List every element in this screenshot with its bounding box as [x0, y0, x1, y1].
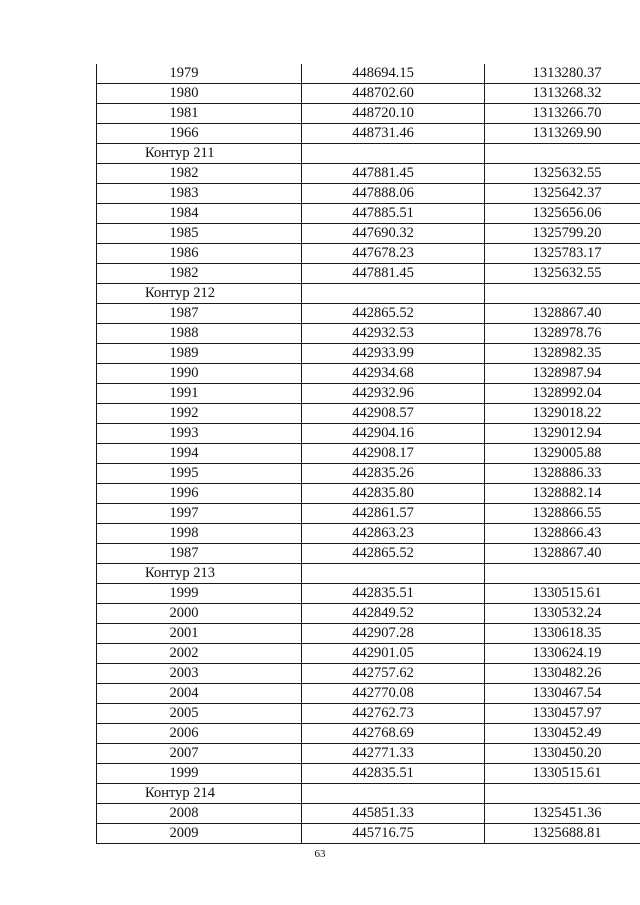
y-coordinate-cell: 1313269.90	[485, 124, 640, 144]
table-row	[97, 604, 640, 624]
point-number-cell: 1996	[97, 484, 302, 504]
point-number-cell: 2006	[97, 724, 302, 744]
point-number-cell: 1998	[97, 524, 302, 544]
table-row	[97, 484, 640, 504]
x-coordinate-cell: 448694.15	[302, 64, 485, 84]
x-coordinate-cell: 447881.45	[302, 164, 485, 184]
y-coordinate-cell: 1325642.37	[485, 184, 640, 204]
point-number-cell: 2008	[97, 804, 302, 824]
table-row	[97, 384, 640, 404]
contour-header-row	[97, 144, 640, 164]
x-coordinate-cell	[302, 564, 485, 584]
table-row	[97, 364, 640, 384]
point-number-cell: 1988	[97, 324, 302, 344]
x-coordinate-cell: 442771.33	[302, 744, 485, 764]
y-coordinate-cell: 1325799.20	[485, 224, 640, 244]
point-number-cell: 1991	[97, 384, 302, 404]
table-row	[97, 624, 640, 644]
y-coordinate-cell: 1328867.40	[485, 304, 640, 324]
y-coordinate-cell: 1330515.61	[485, 764, 640, 784]
y-coordinate-cell: 1328982.35	[485, 344, 640, 364]
table-row	[97, 644, 640, 664]
point-number-cell: 1987	[97, 544, 302, 564]
y-coordinate-cell	[485, 784, 640, 804]
point-number-cell: 1980	[97, 84, 302, 104]
table-row	[97, 224, 640, 244]
contour-header-row	[97, 784, 640, 804]
y-coordinate-cell: 1330457.97	[485, 704, 640, 724]
y-coordinate-cell: 1325688.81	[485, 824, 640, 844]
y-coordinate-cell: 1330532.24	[485, 604, 640, 624]
contour-label-cell: Контур 214	[97, 784, 302, 804]
point-number-cell: 2003	[97, 664, 302, 684]
x-coordinate-cell: 447678.23	[302, 244, 485, 264]
table-row	[97, 804, 640, 824]
point-number-cell: 1993	[97, 424, 302, 444]
y-coordinate-cell: 1330624.19	[485, 644, 640, 664]
x-coordinate-cell: 442932.53	[302, 324, 485, 344]
x-coordinate-cell: 442863.23	[302, 524, 485, 544]
x-coordinate-cell: 442904.16	[302, 424, 485, 444]
x-coordinate-cell: 442835.26	[302, 464, 485, 484]
coordinates-table	[96, 64, 640, 844]
x-coordinate-cell: 442932.96	[302, 384, 485, 404]
table-row	[97, 324, 640, 344]
table-row	[97, 544, 640, 564]
point-number-cell: 1995	[97, 464, 302, 484]
x-coordinate-cell: 447885.51	[302, 204, 485, 224]
point-number-cell: 1983	[97, 184, 302, 204]
point-number-cell: 1994	[97, 444, 302, 464]
table-row	[97, 124, 640, 144]
y-coordinate-cell: 1313266.70	[485, 104, 640, 124]
point-number-cell: 2007	[97, 744, 302, 764]
y-coordinate-cell	[485, 564, 640, 584]
table-row	[97, 824, 640, 844]
y-coordinate-cell: 1328992.04	[485, 384, 640, 404]
y-coordinate-cell: 1330467.54	[485, 684, 640, 704]
table-row	[97, 664, 640, 684]
y-coordinate-cell: 1328866.55	[485, 504, 640, 524]
x-coordinate-cell: 442835.51	[302, 584, 485, 604]
table-row	[97, 244, 640, 264]
table-row	[97, 444, 640, 464]
contour-header-row	[97, 564, 640, 584]
y-coordinate-cell: 1330618.35	[485, 624, 640, 644]
x-coordinate-cell: 442901.05	[302, 644, 485, 664]
y-coordinate-cell: 1329005.88	[485, 444, 640, 464]
point-number-cell: 1997	[97, 504, 302, 524]
coordinates-table-body	[97, 64, 640, 844]
table-row	[97, 164, 640, 184]
table-row	[97, 764, 640, 784]
y-coordinate-cell: 1330452.49	[485, 724, 640, 744]
point-number-cell: 1979	[97, 64, 302, 84]
x-coordinate-cell: 442933.99	[302, 344, 485, 364]
y-coordinate-cell: 1329012.94	[485, 424, 640, 444]
x-coordinate-cell: 442861.57	[302, 504, 485, 524]
y-coordinate-cell: 1328867.40	[485, 544, 640, 564]
contour-header-row	[97, 284, 640, 304]
point-number-cell: 1989	[97, 344, 302, 364]
y-coordinate-cell: 1328882.14	[485, 484, 640, 504]
point-number-cell: 2000	[97, 604, 302, 624]
point-number-cell: 2004	[97, 684, 302, 704]
point-number-cell: 1966	[97, 124, 302, 144]
table-row	[97, 424, 640, 444]
table-row	[97, 64, 640, 84]
x-coordinate-cell: 442768.69	[302, 724, 485, 744]
y-coordinate-cell: 1330482.26	[485, 664, 640, 684]
table-row	[97, 464, 640, 484]
x-coordinate-cell: 442835.80	[302, 484, 485, 504]
point-number-cell: 2009	[97, 824, 302, 844]
point-number-cell: 2002	[97, 644, 302, 664]
point-number-cell: 1999	[97, 764, 302, 784]
point-number-cell: 1982	[97, 264, 302, 284]
y-coordinate-cell: 1313280.37	[485, 64, 640, 84]
point-number-cell: 1985	[97, 224, 302, 244]
y-coordinate-cell: 1325451.36	[485, 804, 640, 824]
x-coordinate-cell: 442907.28	[302, 624, 485, 644]
y-coordinate-cell: 1328987.94	[485, 364, 640, 384]
x-coordinate-cell	[302, 784, 485, 804]
x-coordinate-cell: 442835.51	[302, 764, 485, 784]
point-number-cell: 1990	[97, 364, 302, 384]
x-coordinate-cell: 442757.62	[302, 664, 485, 684]
y-coordinate-cell: 1313268.32	[485, 84, 640, 104]
table-row	[97, 704, 640, 724]
point-number-cell: 2001	[97, 624, 302, 644]
x-coordinate-cell: 442865.52	[302, 544, 485, 564]
table-row	[97, 504, 640, 524]
y-coordinate-cell: 1325656.06	[485, 204, 640, 224]
x-coordinate-cell: 442908.57	[302, 404, 485, 424]
x-coordinate-cell: 442934.68	[302, 364, 485, 384]
table-row	[97, 264, 640, 284]
table-row	[97, 84, 640, 104]
y-coordinate-cell: 1329018.22	[485, 404, 640, 424]
point-number-cell: 1987	[97, 304, 302, 324]
y-coordinate-cell: 1325783.17	[485, 244, 640, 264]
x-coordinate-cell: 442908.17	[302, 444, 485, 464]
x-coordinate-cell: 442770.08	[302, 684, 485, 704]
x-coordinate-cell	[302, 284, 485, 304]
x-coordinate-cell: 442865.52	[302, 304, 485, 324]
x-coordinate-cell: 448720.10	[302, 104, 485, 124]
table-row	[97, 104, 640, 124]
y-coordinate-cell: 1330515.61	[485, 584, 640, 604]
x-coordinate-cell: 447888.06	[302, 184, 485, 204]
x-coordinate-cell: 447881.45	[302, 264, 485, 284]
table-row	[97, 584, 640, 604]
y-coordinate-cell: 1328866.43	[485, 524, 640, 544]
table-row	[97, 304, 640, 324]
point-number-cell: 1982	[97, 164, 302, 184]
x-coordinate-cell: 448731.46	[302, 124, 485, 144]
table-row	[97, 524, 640, 544]
point-number-cell: 1984	[97, 204, 302, 224]
x-coordinate-cell: 442849.52	[302, 604, 485, 624]
contour-label-cell: Контур 213	[97, 564, 302, 584]
y-coordinate-cell: 1328886.33	[485, 464, 640, 484]
point-number-cell: 2005	[97, 704, 302, 724]
y-coordinate-cell	[485, 144, 640, 164]
x-coordinate-cell	[302, 144, 485, 164]
table-row	[97, 724, 640, 744]
point-number-cell: 1992	[97, 404, 302, 424]
table-row	[97, 344, 640, 364]
y-coordinate-cell	[485, 284, 640, 304]
x-coordinate-cell: 447690.32	[302, 224, 485, 244]
table-row	[97, 684, 640, 704]
contour-label-cell: Контур 212	[97, 284, 302, 304]
contour-label-cell: Контур 211	[97, 144, 302, 164]
x-coordinate-cell: 445851.33	[302, 804, 485, 824]
point-number-cell: 1981	[97, 104, 302, 124]
y-coordinate-cell: 1328978.76	[485, 324, 640, 344]
page-number: 63	[314, 848, 326, 860]
y-coordinate-cell: 1330450.20	[485, 744, 640, 764]
table-row	[97, 744, 640, 764]
y-coordinate-cell: 1325632.55	[485, 264, 640, 284]
x-coordinate-cell: 442762.73	[302, 704, 485, 724]
table-row	[97, 204, 640, 224]
table-row	[97, 184, 640, 204]
x-coordinate-cell: 445716.75	[302, 824, 485, 844]
y-coordinate-cell: 1325632.55	[485, 164, 640, 184]
x-coordinate-cell: 448702.60	[302, 84, 485, 104]
point-number-cell: 1986	[97, 244, 302, 264]
point-number-cell: 1999	[97, 584, 302, 604]
table-row	[97, 404, 640, 424]
